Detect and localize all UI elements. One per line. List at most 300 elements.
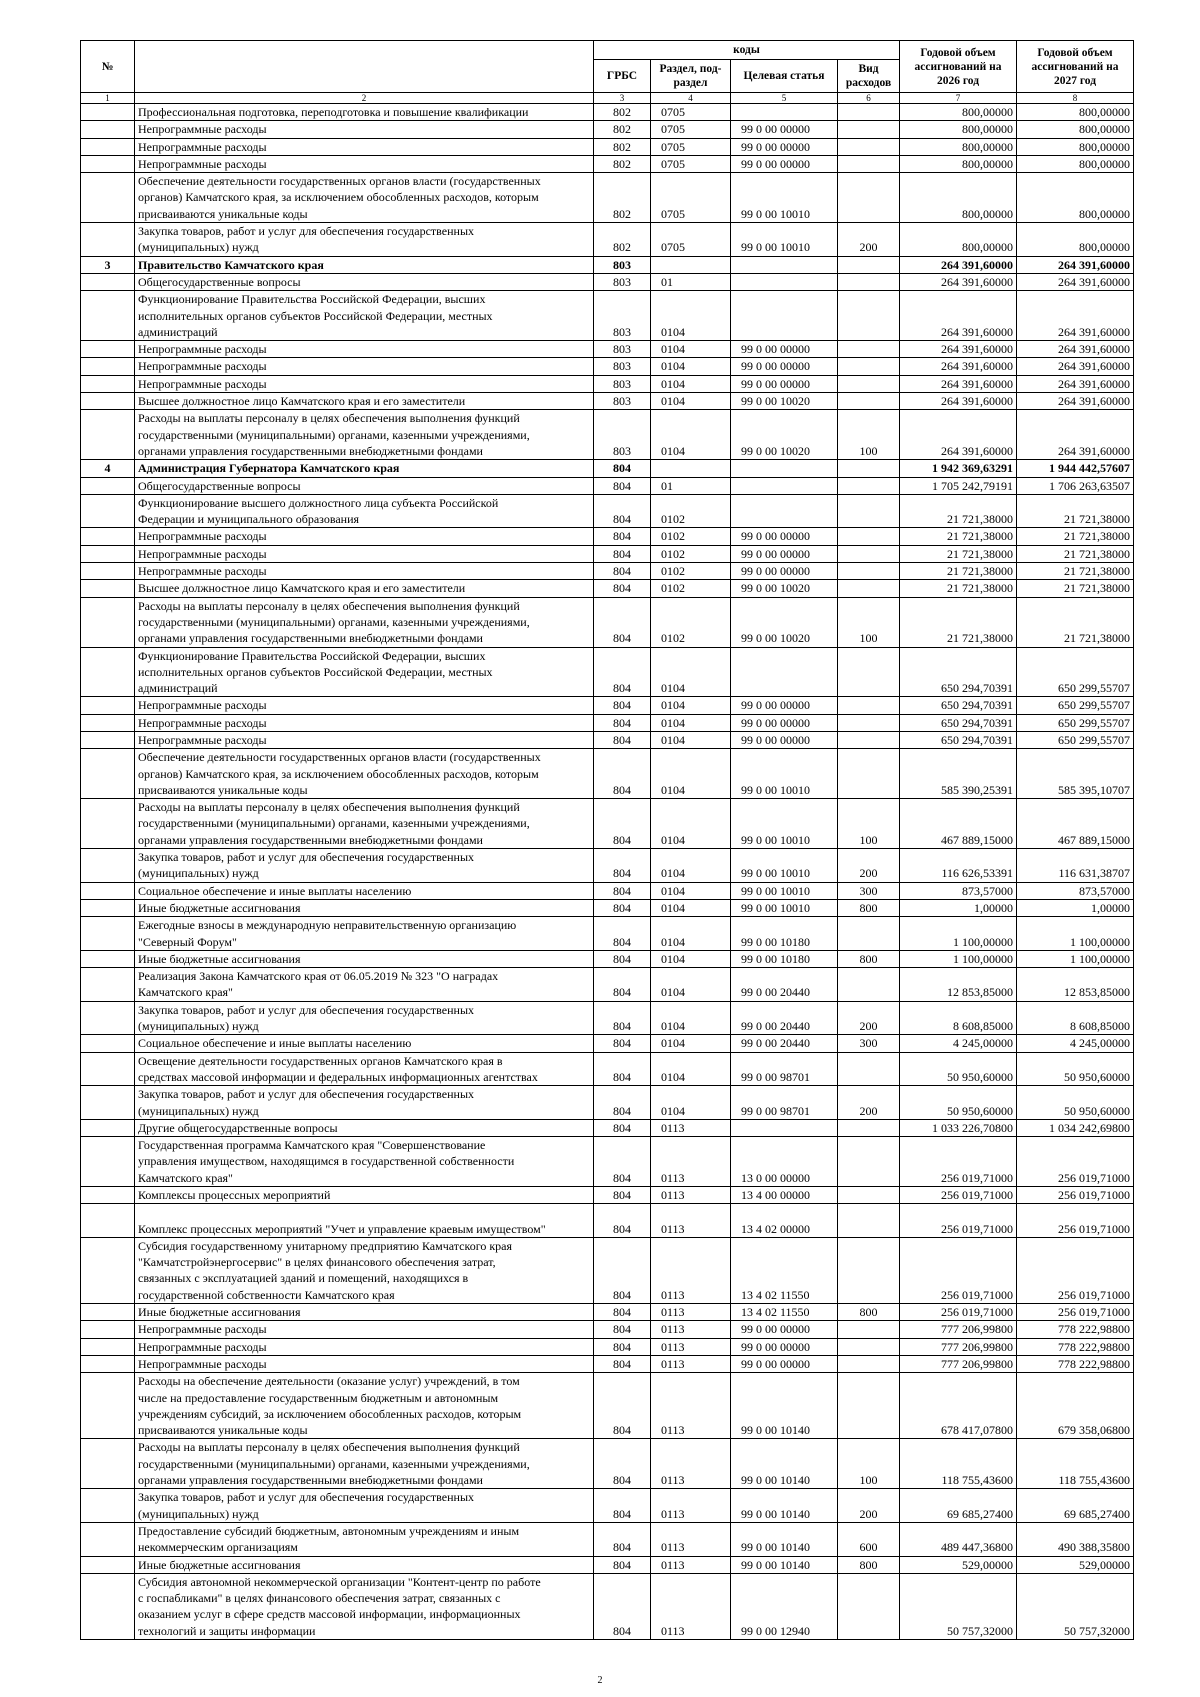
row-number bbox=[81, 1355, 135, 1372]
expense-name: Высшее должностное лицо Камчатского края и его заместители bbox=[135, 580, 594, 597]
grbs-code: 804 bbox=[594, 1001, 651, 1035]
expense-type: 100 bbox=[838, 597, 900, 647]
amount-2027: 490 388,35800 bbox=[1017, 1522, 1134, 1556]
row-number bbox=[81, 223, 135, 257]
razdel-code: 0104 bbox=[651, 358, 731, 375]
grbs-code: 802 bbox=[594, 138, 651, 155]
amount-2026: 467 889,15000 bbox=[900, 799, 1017, 849]
expense-name: Функционирование Правительства Российской Федерации, высших исполнительных органов субъектов Российской Федерации, местных администраций bbox=[135, 647, 594, 697]
amount-2026: 777 206,99800 bbox=[900, 1338, 1017, 1355]
grbs-code: 802 bbox=[594, 121, 651, 138]
header-razdel: Раздел, под-раздел bbox=[651, 60, 731, 93]
table-row bbox=[81, 697, 1134, 714]
grbs-code: 802 bbox=[594, 155, 651, 172]
row-number bbox=[81, 1001, 135, 1035]
expense-type bbox=[838, 528, 900, 545]
colnum: 1 bbox=[81, 93, 135, 104]
expense-type bbox=[838, 1321, 900, 1338]
amount-2027: 50 757,32000 bbox=[1017, 1573, 1134, 1639]
amount-2026: 800,00000 bbox=[900, 138, 1017, 155]
amount-2026: 50 950,60000 bbox=[900, 1086, 1017, 1120]
target-article: 99 0 00 10020 bbox=[731, 393, 838, 410]
expense-type bbox=[838, 291, 900, 341]
colnum: 7 bbox=[900, 93, 1017, 104]
grbs-code: 802 bbox=[594, 104, 651, 121]
target-article: 99 0 00 00000 bbox=[731, 138, 838, 155]
expense-type bbox=[838, 1204, 900, 1238]
razdel-code: 0102 bbox=[651, 528, 731, 545]
row-number bbox=[81, 882, 135, 899]
expense-name: Иные бюджетные ассигнования bbox=[135, 899, 594, 916]
razdel-code: 0113 bbox=[651, 1187, 731, 1204]
expense-type bbox=[838, 1573, 900, 1639]
table-row bbox=[81, 1556, 1134, 1573]
target-article: 99 0 00 00000 bbox=[731, 375, 838, 392]
table-row bbox=[81, 410, 1134, 460]
expense-name: Закупка товаров, работ и услуг для обеспечения государственных (муниципальных) нужд bbox=[135, 223, 594, 257]
row-number bbox=[81, 1556, 135, 1573]
table-row bbox=[81, 1522, 1134, 1556]
amount-2026: 650 294,70391 bbox=[900, 647, 1017, 697]
table-row bbox=[81, 1052, 1134, 1086]
amount-2027: 118 755,43600 bbox=[1017, 1439, 1134, 1489]
target-article: 99 0 00 00000 bbox=[731, 714, 838, 731]
amount-2026: 585 390,25391 bbox=[900, 749, 1017, 799]
row-number bbox=[81, 899, 135, 916]
expense-name: Администрация Губернатора Камчатского края bbox=[135, 460, 594, 477]
expense-type: 300 bbox=[838, 1035, 900, 1052]
target-article bbox=[731, 460, 838, 477]
grbs-code: 804 bbox=[594, 580, 651, 597]
grbs-code: 804 bbox=[594, 1204, 651, 1238]
amount-2026: 69 685,27400 bbox=[900, 1489, 1017, 1523]
razdel-code: 0113 bbox=[651, 1489, 731, 1523]
amount-2026: 21 721,38000 bbox=[900, 545, 1017, 562]
razdel-code: 0104 bbox=[651, 731, 731, 748]
row-number bbox=[81, 358, 135, 375]
expense-type bbox=[838, 647, 900, 697]
razdel-code: 0104 bbox=[651, 968, 731, 1002]
expense-name: Непрограммные расходы bbox=[135, 155, 594, 172]
row-number bbox=[81, 1204, 135, 1238]
table-row bbox=[81, 1137, 1134, 1187]
grbs-code: 804 bbox=[594, 528, 651, 545]
grbs-code: 804 bbox=[594, 1187, 651, 1204]
table-row bbox=[81, 393, 1134, 410]
razdel-code: 0104 bbox=[651, 1001, 731, 1035]
expense-type: 800 bbox=[838, 950, 900, 967]
expense-name: Расходы на обеспечение деятельности (оказание услуг) учреждений, в том числе на предоставление государственным бюджетным и автономным учреждениям субсидий, за исключением обособленных расходов, которым присваиваются уникальные коды bbox=[135, 1373, 594, 1439]
expense-name: Непрограммные расходы bbox=[135, 528, 594, 545]
grbs-code: 804 bbox=[594, 545, 651, 562]
table-body bbox=[81, 104, 1134, 1640]
amount-2027: 256 019,71000 bbox=[1017, 1304, 1134, 1321]
expense-name: Субсидия автономной некоммерческой организации "Контент-центр по работе с госпабликами" в целях финансового обеспечения затрат, связанных с оказанием услуг в сфере средств массовой информации, информационных технологий и защиты информации bbox=[135, 1573, 594, 1639]
razdel-code: 01 bbox=[651, 273, 731, 290]
razdel-code: 0113 bbox=[651, 1355, 731, 1372]
amount-2027: 256 019,71000 bbox=[1017, 1137, 1134, 1187]
target-article: 99 0 00 10180 bbox=[731, 950, 838, 967]
row-number bbox=[81, 917, 135, 951]
amount-2026: 777 206,99800 bbox=[900, 1355, 1017, 1372]
expense-type bbox=[838, 393, 900, 410]
target-article: 13 0 00 00000 bbox=[731, 1137, 838, 1187]
amount-2026: 650 294,70391 bbox=[900, 714, 1017, 731]
amount-2026: 264 391,60000 bbox=[900, 358, 1017, 375]
expense-name: Освещение деятельности государственных органов Камчатского края в средствах массовой информации и федеральных информационных агентствах bbox=[135, 1052, 594, 1086]
amount-2027: 12 853,85000 bbox=[1017, 968, 1134, 1002]
expense-type bbox=[838, 155, 900, 172]
amount-2027: 264 391,60000 bbox=[1017, 358, 1134, 375]
expense-name: Общегосударственные вопросы bbox=[135, 477, 594, 494]
razdel-code: 0705 bbox=[651, 121, 731, 138]
expense-type bbox=[838, 714, 900, 731]
row-number bbox=[81, 1321, 135, 1338]
row-number: 4 bbox=[81, 460, 135, 477]
expense-type bbox=[838, 1237, 900, 1303]
target-article: 99 0 00 00000 bbox=[731, 1321, 838, 1338]
expense-name: Социальное обеспечение и иные выплаты населению bbox=[135, 1035, 594, 1052]
grbs-code: 804 bbox=[594, 1304, 651, 1321]
amount-2027: 1 706 263,63507 bbox=[1017, 477, 1134, 494]
row-number bbox=[81, 1137, 135, 1187]
grbs-code: 804 bbox=[594, 950, 651, 967]
amount-2027: 800,00000 bbox=[1017, 121, 1134, 138]
table-row bbox=[81, 1489, 1134, 1523]
expense-type bbox=[838, 580, 900, 597]
expense-name: Функционирование высшего должностного лица субъекта Российской Федерации и муниципального образования bbox=[135, 494, 594, 528]
target-article: 99 0 00 00000 bbox=[731, 528, 838, 545]
table-row bbox=[81, 173, 1134, 223]
amount-2026: 650 294,70391 bbox=[900, 731, 1017, 748]
expense-type bbox=[838, 749, 900, 799]
amount-2026: 800,00000 bbox=[900, 155, 1017, 172]
amount-2026: 264 391,60000 bbox=[900, 375, 1017, 392]
grbs-code: 804 bbox=[594, 731, 651, 748]
budget-table-sheet bbox=[80, 40, 1133, 1640]
amount-2026: 264 391,60000 bbox=[900, 341, 1017, 358]
expense-name: Другие общегосударственные вопросы bbox=[135, 1119, 594, 1136]
grbs-code: 804 bbox=[594, 1237, 651, 1303]
expense-name: Ежегодные взносы в международную неправительственную организацию "Северный Форум" bbox=[135, 917, 594, 951]
header-year-2026: Годовой объем ассигнований на 2026 год bbox=[900, 41, 1017, 93]
expense-name: Непрограммные расходы bbox=[135, 121, 594, 138]
row-number bbox=[81, 1086, 135, 1120]
table-row bbox=[81, 1304, 1134, 1321]
razdel-code: 0102 bbox=[651, 545, 731, 562]
table-row bbox=[81, 1237, 1134, 1303]
header-year-2027: Годовой объем ассигнований на 2027 год bbox=[1017, 41, 1134, 93]
amount-2027: 256 019,71000 bbox=[1017, 1187, 1134, 1204]
row-number bbox=[81, 375, 135, 392]
target-article: 99 0 00 98701 bbox=[731, 1086, 838, 1120]
expense-name: Непрограммные расходы bbox=[135, 1355, 594, 1372]
target-article: 99 0 00 10140 bbox=[731, 1556, 838, 1573]
amount-2027: 21 721,38000 bbox=[1017, 580, 1134, 597]
expense-type bbox=[838, 563, 900, 580]
target-article: 99 0 00 12940 bbox=[731, 1573, 838, 1639]
amount-2027: 116 631,38707 bbox=[1017, 849, 1134, 883]
table-row bbox=[81, 494, 1134, 528]
expense-type bbox=[838, 256, 900, 273]
target-article: 99 0 00 00000 bbox=[731, 563, 838, 580]
razdel-code: 0705 bbox=[651, 104, 731, 121]
amount-2027: 800,00000 bbox=[1017, 104, 1134, 121]
amount-2026: 264 391,60000 bbox=[900, 256, 1017, 273]
expense-type bbox=[838, 1338, 900, 1355]
amount-2026: 256 019,71000 bbox=[900, 1304, 1017, 1321]
expense-name: Иные бюджетные ассигнования bbox=[135, 950, 594, 967]
amount-2026: 264 391,60000 bbox=[900, 410, 1017, 460]
row-number bbox=[81, 173, 135, 223]
amount-2027: 1 944 442,57607 bbox=[1017, 460, 1134, 477]
razdel-code: 0113 bbox=[651, 1439, 731, 1489]
amount-2026: 1 942 369,63291 bbox=[900, 460, 1017, 477]
razdel-code: 0104 bbox=[651, 393, 731, 410]
razdel-code: 0113 bbox=[651, 1338, 731, 1355]
row-number bbox=[81, 545, 135, 562]
table-row bbox=[81, 1001, 1134, 1035]
expense-type bbox=[838, 273, 900, 290]
expense-name: Расходы на выплаты персоналу в целях обеспечения выполнения функций государственными (муниципальными) органами, казенными учреждениями, органами управления государственными внебюджетными фондами bbox=[135, 1439, 594, 1489]
amount-2027: 650 299,55707 bbox=[1017, 731, 1134, 748]
expense-name: Комплексы процессных мероприятий bbox=[135, 1187, 594, 1204]
razdel-code: 0102 bbox=[651, 597, 731, 647]
header-name bbox=[135, 41, 594, 93]
amount-2027: 1 100,00000 bbox=[1017, 950, 1134, 967]
razdel-code: 0104 bbox=[651, 882, 731, 899]
amount-2026: 1 100,00000 bbox=[900, 950, 1017, 967]
razdel-code: 0104 bbox=[651, 341, 731, 358]
razdel-code: 0113 bbox=[651, 1522, 731, 1556]
row-number bbox=[81, 104, 135, 121]
table-row bbox=[81, 882, 1134, 899]
expense-name: Непрограммные расходы bbox=[135, 138, 594, 155]
row-number bbox=[81, 1119, 135, 1136]
table-row bbox=[81, 121, 1134, 138]
expense-name: Государственная программа Камчатского края "Совершенствование управления имуществом, находящимся в государственной собственности Камчатского края" bbox=[135, 1137, 594, 1187]
razdel-code: 0705 bbox=[651, 138, 731, 155]
table-row bbox=[81, 223, 1134, 257]
razdel-code: 0102 bbox=[651, 494, 731, 528]
target-article: 99 0 00 10180 bbox=[731, 917, 838, 951]
expense-type bbox=[838, 1355, 900, 1372]
amount-2026: 8 608,85000 bbox=[900, 1001, 1017, 1035]
expense-name: Субсидия государственному унитарному предприятию Камчатского края "Камчатстройэнергосервис" в целях финансового обеспечения затрат, связанных с эксплуатацией зданий и помещений, находящихся в государственной собственности Камчатского края bbox=[135, 1237, 594, 1303]
razdel-code: 0104 bbox=[651, 647, 731, 697]
expense-name: Предоставление субсидий бюджетным, автономным учреждениям и иным некоммерческим организациям bbox=[135, 1522, 594, 1556]
razdel-code: 0104 bbox=[651, 1052, 731, 1086]
expense-name: Реализация Закона Камчатского края от 06.05.2019 № 323 "О наградах Камчатского края" bbox=[135, 968, 594, 1002]
target-article: 99 0 00 00000 bbox=[731, 121, 838, 138]
amount-2027: 585 395,10707 bbox=[1017, 749, 1134, 799]
grbs-code: 804 bbox=[594, 1439, 651, 1489]
table-row bbox=[81, 138, 1134, 155]
expense-type: 800 bbox=[838, 1556, 900, 1573]
target-article: 99 0 00 98701 bbox=[731, 1052, 838, 1086]
razdel-code: 0705 bbox=[651, 155, 731, 172]
target-article: 99 0 00 10010 bbox=[731, 799, 838, 849]
expense-type: 100 bbox=[838, 1439, 900, 1489]
amount-2026: 650 294,70391 bbox=[900, 697, 1017, 714]
grbs-code: 804 bbox=[594, 714, 651, 731]
table-row bbox=[81, 849, 1134, 883]
row-number bbox=[81, 273, 135, 290]
target-article: 99 0 00 20440 bbox=[731, 1035, 838, 1052]
grbs-code: 804 bbox=[594, 1086, 651, 1120]
header-grbs: ГРБС bbox=[594, 60, 651, 93]
table-row bbox=[81, 256, 1134, 273]
amount-2027: 4 245,00000 bbox=[1017, 1035, 1134, 1052]
expense-type: 800 bbox=[838, 899, 900, 916]
target-article: 99 0 00 00000 bbox=[731, 1338, 838, 1355]
grbs-code: 804 bbox=[594, 899, 651, 916]
amount-2026: 873,57000 bbox=[900, 882, 1017, 899]
grbs-code: 804 bbox=[594, 1355, 651, 1372]
target-article: 99 0 00 10010 bbox=[731, 899, 838, 916]
grbs-code: 803 bbox=[594, 375, 651, 392]
amount-2027: 1 100,00000 bbox=[1017, 917, 1134, 951]
table-row bbox=[81, 563, 1134, 580]
colnum: 6 bbox=[838, 93, 900, 104]
row-number bbox=[81, 121, 135, 138]
amount-2027: 69 685,27400 bbox=[1017, 1489, 1134, 1523]
amount-2026: 264 391,60000 bbox=[900, 393, 1017, 410]
amount-2027: 467 889,15000 bbox=[1017, 799, 1134, 849]
expense-type: 200 bbox=[838, 1086, 900, 1120]
expense-type bbox=[838, 477, 900, 494]
expense-type bbox=[838, 173, 900, 223]
row-number bbox=[81, 749, 135, 799]
expense-name: Комплекс процессных мероприятий "Учет и управление краевым имуществом" bbox=[135, 1204, 594, 1238]
table-header bbox=[81, 41, 1134, 104]
target-article bbox=[731, 291, 838, 341]
amount-2026: 800,00000 bbox=[900, 104, 1017, 121]
row-number bbox=[81, 799, 135, 849]
table-row bbox=[81, 1439, 1134, 1489]
target-article: 99 0 00 10010 bbox=[731, 882, 838, 899]
expense-type: 600 bbox=[838, 1522, 900, 1556]
amount-2027: 778 222,98800 bbox=[1017, 1338, 1134, 1355]
razdel-code: 0104 bbox=[651, 799, 731, 849]
row-number: 3 bbox=[81, 256, 135, 273]
expense-name: Непрограммные расходы bbox=[135, 1321, 594, 1338]
row-number bbox=[81, 597, 135, 647]
grbs-code: 804 bbox=[594, 917, 651, 951]
expense-name: Расходы на выплаты персоналу в целях обеспечения выполнения функций государственными (муниципальными) органами, казенными учреждениями, органами управления государственными внебюджетными фондами bbox=[135, 799, 594, 849]
expense-type: 800 bbox=[838, 1304, 900, 1321]
razdel-code: 0113 bbox=[651, 1573, 731, 1639]
amount-2026: 21 721,38000 bbox=[900, 563, 1017, 580]
expense-type: 100 bbox=[838, 410, 900, 460]
expense-name: Закупка товаров, работ и услуг для обеспечения государственных (муниципальных) нужд bbox=[135, 1001, 594, 1035]
amount-2026: 678 417,07800 bbox=[900, 1373, 1017, 1439]
amount-2026: 256 019,71000 bbox=[900, 1204, 1017, 1238]
colnum: 4 bbox=[651, 93, 731, 104]
amount-2027: 800,00000 bbox=[1017, 138, 1134, 155]
table-row bbox=[81, 799, 1134, 849]
expense-name: Непрограммные расходы bbox=[135, 1338, 594, 1355]
amount-2026: 116 626,53391 bbox=[900, 849, 1017, 883]
razdel-code: 0104 bbox=[651, 1035, 731, 1052]
row-number bbox=[81, 1373, 135, 1439]
grbs-code: 804 bbox=[594, 563, 651, 580]
table-row bbox=[81, 968, 1134, 1002]
table-row bbox=[81, 291, 1134, 341]
row-number bbox=[81, 950, 135, 967]
target-article: 99 0 00 10020 bbox=[731, 597, 838, 647]
amount-2026: 264 391,60000 bbox=[900, 291, 1017, 341]
row-number bbox=[81, 849, 135, 883]
amount-2026: 489 447,36800 bbox=[900, 1522, 1017, 1556]
expense-type bbox=[838, 341, 900, 358]
expense-name: Правительство Камчатского края bbox=[135, 256, 594, 273]
target-article bbox=[731, 104, 838, 121]
row-number bbox=[81, 580, 135, 597]
expense-type: 200 bbox=[838, 1001, 900, 1035]
target-article: 99 0 00 20440 bbox=[731, 968, 838, 1002]
expense-type: 200 bbox=[838, 849, 900, 883]
expense-type bbox=[838, 917, 900, 951]
amount-2027: 650 299,55707 bbox=[1017, 697, 1134, 714]
amount-2026: 256 019,71000 bbox=[900, 1137, 1017, 1187]
amount-2026: 118 755,43600 bbox=[900, 1439, 1017, 1489]
amount-2026: 1,00000 bbox=[900, 899, 1017, 916]
expense-name: Обеспечение деятельности государственных органов власти (государственных органов) Камчатского края, за исключением обособленных расходов, которым присваиваются уникальные коды bbox=[135, 749, 594, 799]
amount-2027: 256 019,71000 bbox=[1017, 1204, 1134, 1238]
amount-2026: 1 100,00000 bbox=[900, 917, 1017, 951]
colnum: 8 bbox=[1017, 93, 1134, 104]
row-number bbox=[81, 410, 135, 460]
row-number bbox=[81, 341, 135, 358]
amount-2026: 21 721,38000 bbox=[900, 597, 1017, 647]
target-article: 13 4 02 00000 bbox=[731, 1204, 838, 1238]
razdel-code: 0102 bbox=[651, 580, 731, 597]
table-row bbox=[81, 1187, 1134, 1204]
row-number bbox=[81, 697, 135, 714]
target-article: 13 4 02 11550 bbox=[731, 1237, 838, 1303]
target-article: 99 0 00 10020 bbox=[731, 410, 838, 460]
razdel-code: 01 bbox=[651, 477, 731, 494]
grbs-code: 804 bbox=[594, 647, 651, 697]
row-number bbox=[81, 138, 135, 155]
amount-2026: 800,00000 bbox=[900, 121, 1017, 138]
table-row bbox=[81, 545, 1134, 562]
razdel-code: 0113 bbox=[651, 1237, 731, 1303]
table-row bbox=[81, 917, 1134, 951]
table-row bbox=[81, 597, 1134, 647]
expense-type: 100 bbox=[838, 799, 900, 849]
grbs-code: 804 bbox=[594, 882, 651, 899]
razdel-code: 0104 bbox=[651, 375, 731, 392]
expense-name: Непрограммные расходы bbox=[135, 697, 594, 714]
target-article: 99 0 00 10010 bbox=[731, 223, 838, 257]
target-article: 13 4 00 00000 bbox=[731, 1187, 838, 1204]
expense-name: Расходы на выплаты персоналу в целях обеспечения выполнения функций государственными (муниципальными) органами, казенными учреждениями, органами управления государственными внебюджетными фондами bbox=[135, 410, 594, 460]
row-number bbox=[81, 1187, 135, 1204]
header-vid: Вид расходов bbox=[838, 60, 900, 93]
grbs-code: 804 bbox=[594, 1489, 651, 1523]
target-article: 99 0 00 10020 bbox=[731, 580, 838, 597]
table-row bbox=[81, 104, 1134, 121]
expense-name: Непрограммные расходы bbox=[135, 375, 594, 392]
amount-2027: 264 391,60000 bbox=[1017, 341, 1134, 358]
grbs-code: 804 bbox=[594, 849, 651, 883]
header-codes: коды bbox=[594, 41, 900, 60]
table-row bbox=[81, 358, 1134, 375]
row-number bbox=[81, 494, 135, 528]
amount-2027: 679 358,06800 bbox=[1017, 1373, 1134, 1439]
